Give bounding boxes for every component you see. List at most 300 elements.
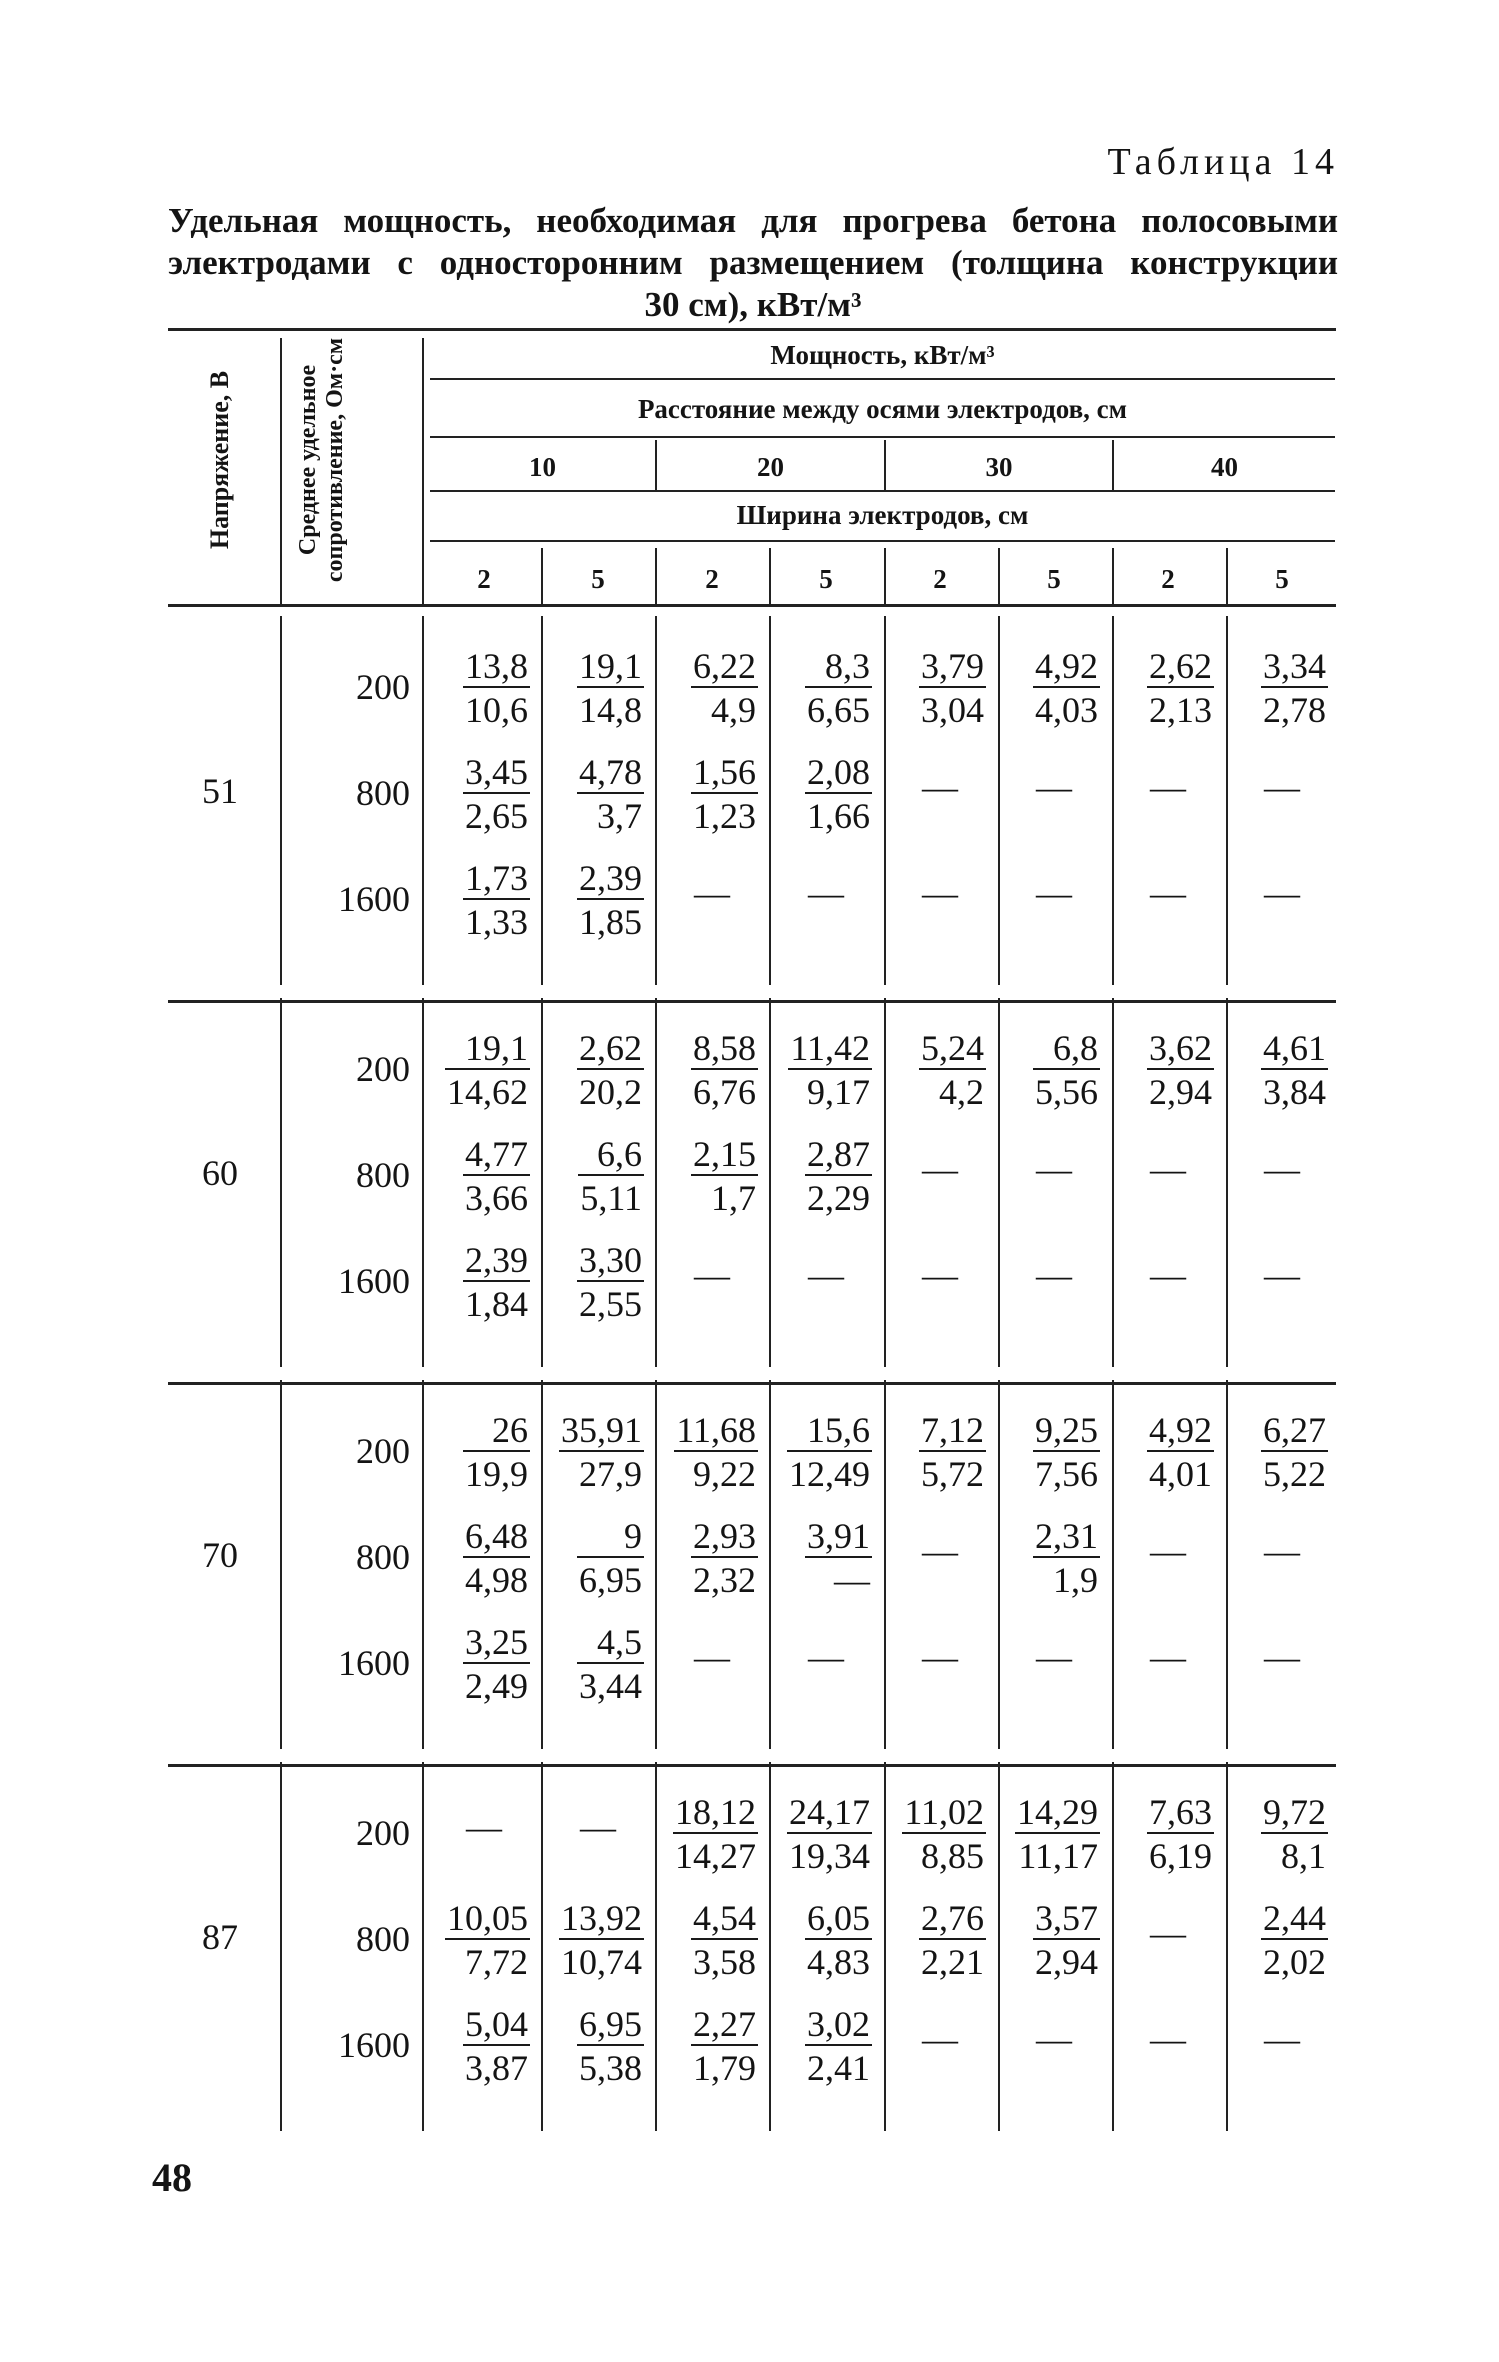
column-separator bbox=[541, 616, 543, 985]
table-cell bbox=[544, 1512, 652, 1612]
table-cell bbox=[430, 642, 538, 742]
table-cell bbox=[1114, 1024, 1222, 1124]
table-cell bbox=[772, 642, 880, 742]
table-cell bbox=[886, 1406, 994, 1506]
table-cell bbox=[544, 1788, 652, 1888]
resistivity-value: 1600 bbox=[338, 1643, 410, 1683]
table-cell bbox=[658, 1236, 766, 1336]
table-cell bbox=[772, 1894, 880, 1994]
table-cell bbox=[544, 642, 652, 742]
fraction-denominator: 19,9 bbox=[463, 1450, 530, 1494]
fraction-numerator: 4,78 bbox=[579, 752, 642, 792]
fraction-denominator: 6,76 bbox=[691, 1068, 758, 1112]
table-cell bbox=[1000, 748, 1108, 848]
table-cell bbox=[1000, 1894, 1108, 1994]
table-cell bbox=[1228, 1894, 1336, 1994]
column-separator bbox=[541, 998, 543, 1367]
width-value: 5 bbox=[1275, 564, 1289, 594]
fraction-denominator: 1,79 bbox=[691, 2044, 758, 2088]
table-cell bbox=[658, 1894, 766, 1994]
table-cell bbox=[1000, 1024, 1108, 1124]
power-fraction bbox=[463, 1134, 530, 1218]
power-fraction bbox=[577, 1028, 644, 1112]
table-cell bbox=[1228, 748, 1336, 848]
fraction-denominator: 1,84 bbox=[463, 1280, 530, 1324]
table-cell bbox=[1228, 1024, 1336, 1124]
table-cell bbox=[886, 2000, 994, 2100]
empty-cell-dash: — bbox=[466, 1807, 502, 1847]
fraction-numerator: 26 bbox=[492, 1410, 528, 1450]
fraction-denominator: 2,55 bbox=[577, 1280, 644, 1324]
table-cell bbox=[544, 1406, 652, 1506]
power-fraction bbox=[1261, 646, 1328, 730]
voltage-value: 51 bbox=[202, 771, 238, 811]
fraction-numerator: 13,92 bbox=[561, 1898, 642, 1938]
empty-cell-dash: — bbox=[1150, 873, 1186, 913]
fraction-denominator: 3,84 bbox=[1261, 1068, 1328, 1112]
empty-cell-dash: — bbox=[922, 767, 958, 807]
column-separator bbox=[422, 1762, 424, 2131]
table-cell bbox=[1228, 1618, 1336, 1718]
fraction-numerator: 7,63 bbox=[1149, 1792, 1212, 1832]
fraction-denominator: 7,72 bbox=[445, 1938, 530, 1982]
column-separator bbox=[769, 616, 771, 985]
power-fraction bbox=[691, 1028, 758, 1112]
resistivity-value: 200 bbox=[356, 667, 410, 707]
fraction-numerator: 6,22 bbox=[693, 646, 756, 686]
voltage-value: 87 bbox=[202, 1917, 238, 1957]
table-cell bbox=[430, 1024, 538, 1124]
fraction-denominator: 2,49 bbox=[463, 1662, 530, 1706]
fraction-denominator: 20,2 bbox=[577, 1068, 644, 1112]
column-separator bbox=[769, 1380, 771, 1749]
resistivity-value: 800 bbox=[356, 1155, 410, 1195]
table-cell bbox=[1114, 1618, 1222, 1718]
fraction-numerator: 6,05 bbox=[807, 1898, 870, 1938]
fraction-numerator: 2,27 bbox=[693, 2004, 756, 2044]
empty-cell-dash: — bbox=[1036, 1637, 1072, 1677]
table-cell bbox=[1114, 854, 1222, 954]
table-cell bbox=[886, 1236, 994, 1336]
column-separator bbox=[769, 1762, 771, 2131]
fraction-numerator: 3,57 bbox=[1035, 1898, 1098, 1938]
table-cell bbox=[430, 1406, 538, 1506]
fraction-numerator: 35,91 bbox=[561, 1410, 642, 1450]
empty-cell-dash: — bbox=[1264, 1149, 1300, 1189]
empty-cell-dash: — bbox=[1036, 1149, 1072, 1189]
table-cell bbox=[772, 1618, 880, 1718]
width-value: 2 bbox=[705, 564, 719, 594]
empty-cell-dash: — bbox=[1036, 2019, 1072, 2059]
fraction-numerator: 6,6 bbox=[597, 1134, 642, 1174]
power-fraction bbox=[1033, 1410, 1100, 1494]
power-fraction bbox=[577, 858, 644, 942]
power-fraction bbox=[463, 1410, 530, 1494]
fraction-denominator: 14,8 bbox=[577, 686, 644, 730]
empty-cell-dash: — bbox=[922, 2019, 958, 2059]
fraction-denominator: 3,66 bbox=[463, 1174, 530, 1218]
fraction-numerator: 9,25 bbox=[1035, 1410, 1098, 1450]
table-cell bbox=[658, 2000, 766, 2100]
fraction-denominator: 4,9 bbox=[691, 686, 758, 730]
fraction-denominator: 1,85 bbox=[577, 898, 644, 942]
fraction-numerator: 19,1 bbox=[465, 1028, 528, 1068]
fraction-numerator: 13,8 bbox=[465, 646, 528, 686]
table-cell bbox=[772, 1512, 880, 1612]
fraction-denominator: 2,29 bbox=[805, 1174, 872, 1218]
power-fraction bbox=[463, 858, 530, 942]
empty-cell-dash: — bbox=[1264, 2019, 1300, 2059]
fraction-numerator: 11,02 bbox=[904, 1792, 984, 1832]
column-separator bbox=[655, 616, 657, 985]
power-fraction bbox=[463, 1622, 530, 1706]
fraction-denominator: 1,9 bbox=[1033, 1556, 1100, 1600]
empty-cell-dash: — bbox=[1150, 767, 1186, 807]
caption-line-2: электродами с односторонним размещением (толщина конструкции bbox=[168, 243, 1338, 282]
fraction-numerator: 1,73 bbox=[465, 858, 528, 898]
voltage-value: 70 bbox=[202, 1535, 238, 1575]
header-separator-voltage bbox=[280, 338, 282, 606]
power-fraction bbox=[919, 1028, 986, 1112]
table-cell bbox=[1228, 2000, 1336, 2100]
empty-cell-dash: — bbox=[1150, 2019, 1186, 2059]
fraction-numerator: 3,34 bbox=[1263, 646, 1326, 686]
spacing-value: 10 bbox=[529, 452, 556, 482]
table-cell bbox=[1114, 1788, 1222, 1888]
fraction-numerator: 3,02 bbox=[807, 2004, 870, 2044]
column-separator bbox=[541, 1762, 543, 2131]
fraction-numerator: 3,45 bbox=[465, 752, 528, 792]
table-cell bbox=[544, 1618, 652, 1718]
empty-cell-dash: — bbox=[1150, 1149, 1186, 1189]
table-cell bbox=[886, 642, 994, 742]
table-cell bbox=[658, 1618, 766, 1718]
empty-cell-dash: — bbox=[1036, 1255, 1072, 1295]
resistivity-value: 200 bbox=[356, 1813, 410, 1853]
fraction-numerator: 7,12 bbox=[921, 1410, 984, 1450]
fraction-numerator: 18,12 bbox=[675, 1792, 756, 1832]
fraction-numerator: 8,58 bbox=[693, 1028, 756, 1068]
empty-cell-dash: — bbox=[808, 1637, 844, 1677]
power-fraction bbox=[1015, 1792, 1100, 1876]
power-fraction bbox=[577, 752, 644, 836]
fraction-numerator: 8,3 bbox=[825, 646, 870, 686]
fraction-numerator: 5,24 bbox=[921, 1028, 984, 1068]
empty-cell-dash: — bbox=[922, 1255, 958, 1295]
table-cell bbox=[772, 748, 880, 848]
width-value: 2 bbox=[1161, 564, 1175, 594]
header-resistivity: Среднее удельное сопротивление, Ом·см bbox=[295, 337, 348, 583]
fraction-denominator: 2,65 bbox=[463, 792, 530, 836]
table-cell bbox=[1228, 1512, 1336, 1612]
header-rule-width-label bbox=[430, 540, 1335, 542]
fraction-denominator: 4,01 bbox=[1147, 1450, 1214, 1494]
table-cell bbox=[544, 748, 652, 848]
fraction-numerator: 2,76 bbox=[921, 1898, 984, 1938]
fraction-denominator: 2,94 bbox=[1033, 1938, 1100, 1982]
table-cell bbox=[658, 1406, 766, 1506]
column-separator bbox=[280, 1380, 282, 1749]
fraction-denominator: 3,7 bbox=[577, 792, 644, 836]
table-cell bbox=[1000, 1618, 1108, 1718]
power-fraction bbox=[691, 1516, 758, 1600]
power-fraction bbox=[1033, 1898, 1100, 1982]
empty-cell-dash: — bbox=[922, 1637, 958, 1677]
column-separator bbox=[655, 998, 657, 1367]
resistivity-value: 200 bbox=[356, 1431, 410, 1471]
fraction-numerator: 2,39 bbox=[579, 858, 642, 898]
power-fraction bbox=[577, 1516, 644, 1600]
spacing-value: 40 bbox=[1211, 452, 1238, 482]
empty-cell-dash: — bbox=[1036, 767, 1072, 807]
table-cell bbox=[1000, 854, 1108, 954]
power-fraction bbox=[463, 646, 530, 730]
empty-cell-dash: — bbox=[808, 873, 844, 913]
fraction-denominator: 2,78 bbox=[1261, 686, 1328, 730]
resistivity-value: 1600 bbox=[338, 1261, 410, 1301]
resistivity-value: 800 bbox=[356, 1919, 410, 1959]
header-rule-power bbox=[430, 378, 1335, 380]
resistivity-value: 800 bbox=[356, 773, 410, 813]
header-separator-width-1 bbox=[541, 548, 543, 604]
fraction-numerator: 9,72 bbox=[1263, 1792, 1326, 1832]
power-fraction bbox=[805, 2004, 872, 2088]
fraction-numerator: 2,39 bbox=[465, 1240, 528, 1280]
fraction-denominator: 2,02 bbox=[1261, 1938, 1328, 1982]
fraction-numerator: 2,31 bbox=[1035, 1516, 1098, 1556]
power-fraction bbox=[577, 646, 644, 730]
fraction-numerator: 11,68 bbox=[676, 1410, 756, 1450]
table-cell bbox=[1114, 1894, 1222, 1994]
resistivity-value: 200 bbox=[356, 1049, 410, 1089]
power-fraction bbox=[1147, 1028, 1214, 1112]
fraction-denominator: 27,9 bbox=[559, 1450, 644, 1494]
fraction-denominator: 11,17 bbox=[1015, 1832, 1100, 1876]
fraction-numerator: 2,62 bbox=[1149, 646, 1212, 686]
empty-cell-dash: — bbox=[580, 1807, 616, 1847]
fraction-numerator: 6,27 bbox=[1263, 1410, 1326, 1450]
fraction-numerator: 3,25 bbox=[465, 1622, 528, 1662]
empty-cell-dash: — bbox=[1150, 1531, 1186, 1571]
fraction-denominator: 4,2 bbox=[919, 1068, 986, 1112]
fraction-numerator: 2,62 bbox=[579, 1028, 642, 1068]
fraction-denominator: 4,03 bbox=[1033, 686, 1100, 730]
power-fraction bbox=[805, 646, 872, 730]
table-cell bbox=[1114, 748, 1222, 848]
empty-cell-dash: — bbox=[1036, 873, 1072, 913]
power-fraction bbox=[1261, 1792, 1328, 1876]
table-cell bbox=[772, 1406, 880, 1506]
table-cell bbox=[886, 1024, 994, 1124]
table-cell bbox=[430, 1236, 538, 1336]
header-voltage: Напряжение, В bbox=[205, 370, 234, 550]
column-separator bbox=[655, 1762, 657, 2131]
table-cell bbox=[886, 1788, 994, 1888]
header-separator-width-2 bbox=[655, 548, 657, 604]
fraction-numerator: 11,42 bbox=[790, 1028, 870, 1068]
power-fraction bbox=[559, 1898, 644, 1982]
fraction-denominator: 5,22 bbox=[1261, 1450, 1328, 1494]
resistivity-value: 1600 bbox=[338, 2025, 410, 2065]
fraction-numerator: 4,77 bbox=[465, 1134, 528, 1174]
empty-cell-dash: — bbox=[1150, 1637, 1186, 1677]
fraction-numerator: 6,48 bbox=[465, 1516, 528, 1556]
fraction-denominator: 2,94 bbox=[1147, 1068, 1214, 1112]
fraction-denominator: 1,66 bbox=[805, 792, 872, 836]
group-divider bbox=[168, 1000, 1336, 1003]
fraction-numerator: 14,29 bbox=[1017, 1792, 1098, 1832]
table-cell bbox=[658, 1512, 766, 1612]
width-value: 5 bbox=[819, 564, 833, 594]
empty-cell-dash: — bbox=[694, 1255, 730, 1295]
power-fraction bbox=[919, 646, 986, 730]
fraction-numerator: 3,30 bbox=[579, 1240, 642, 1280]
table-cell bbox=[430, 1512, 538, 1612]
power-fraction bbox=[805, 1898, 872, 1982]
power-fraction bbox=[673, 1792, 758, 1876]
power-fraction bbox=[578, 1134, 644, 1218]
power-fraction bbox=[1033, 1028, 1100, 1112]
fraction-denominator: 1,33 bbox=[463, 898, 530, 942]
fraction-denominator: — bbox=[805, 1556, 872, 1600]
power-fraction bbox=[1147, 1792, 1214, 1876]
table-cell bbox=[772, 854, 880, 954]
table-cell bbox=[544, 1130, 652, 1230]
fraction-numerator: 2,15 bbox=[693, 1134, 756, 1174]
power-fraction bbox=[674, 1410, 758, 1494]
fraction-denominator: 5,11 bbox=[578, 1174, 644, 1218]
table-cell bbox=[430, 1894, 538, 1994]
power-fraction bbox=[463, 1516, 530, 1600]
fraction-denominator: 2,32 bbox=[691, 1556, 758, 1600]
fraction-denominator: 8,1 bbox=[1261, 1832, 1328, 1876]
width-value: 5 bbox=[1047, 564, 1061, 594]
power-fraction bbox=[691, 1134, 758, 1218]
width-value: 2 bbox=[477, 564, 491, 594]
fraction-denominator: 3,04 bbox=[919, 686, 986, 730]
fraction-numerator: 2,93 bbox=[693, 1516, 756, 1556]
width-value: 5 bbox=[591, 564, 605, 594]
column-separator bbox=[280, 616, 282, 985]
table-cell bbox=[1114, 1130, 1222, 1230]
fraction-denominator: 2,41 bbox=[805, 2044, 872, 2088]
header-separator-width-3 bbox=[769, 548, 771, 604]
table-cell bbox=[658, 642, 766, 742]
resistivity-value: 800 bbox=[356, 1537, 410, 1577]
power-fraction bbox=[788, 1028, 872, 1112]
table-cell bbox=[1000, 1406, 1108, 1506]
power-fraction bbox=[787, 1410, 872, 1494]
table-cell bbox=[886, 748, 994, 848]
table-cell bbox=[544, 2000, 652, 2100]
column-separator bbox=[655, 1380, 657, 1749]
spacing-value: 30 bbox=[985, 452, 1013, 482]
table-cell bbox=[1228, 1130, 1336, 1230]
table-cell bbox=[658, 1024, 766, 1124]
table-cell bbox=[1114, 1236, 1222, 1336]
fraction-denominator: 5,56 bbox=[1033, 1068, 1100, 1112]
table-cell bbox=[1000, 1130, 1108, 1230]
column-separator bbox=[280, 1762, 282, 2131]
empty-cell-dash: — bbox=[1150, 1255, 1186, 1295]
table-cell bbox=[1228, 1406, 1336, 1506]
table-cell bbox=[1114, 1406, 1222, 1506]
table-cell bbox=[772, 1024, 880, 1124]
power-fraction bbox=[577, 1240, 644, 1324]
table-cell bbox=[1228, 1236, 1336, 1336]
power-fraction bbox=[463, 752, 530, 836]
power-fraction bbox=[691, 1898, 758, 1982]
empty-cell-dash: — bbox=[808, 1255, 844, 1295]
table-cell bbox=[658, 854, 766, 954]
empty-cell-dash: — bbox=[922, 873, 958, 913]
fraction-numerator: 4,92 bbox=[1035, 646, 1098, 686]
power-fraction bbox=[1261, 1410, 1328, 1494]
header-power: Мощность, кВт/м³ bbox=[770, 340, 995, 370]
empty-cell-dash: — bbox=[694, 873, 730, 913]
spacing-value: 20 bbox=[757, 452, 784, 482]
table-cell bbox=[772, 2000, 880, 2100]
fraction-denominator: 7,56 bbox=[1033, 1450, 1100, 1494]
empty-cell-dash: — bbox=[922, 1149, 958, 1189]
power-fraction bbox=[691, 752, 758, 836]
table-cell bbox=[1114, 2000, 1222, 2100]
column-separator bbox=[422, 998, 424, 1367]
fraction-denominator: 9,17 bbox=[788, 1068, 872, 1112]
power-fraction bbox=[1261, 1898, 1328, 1982]
power-fraction bbox=[691, 2004, 758, 2088]
fraction-denominator: 10,74 bbox=[559, 1938, 644, 1982]
table-cell bbox=[886, 1894, 994, 1994]
table-caption bbox=[168, 200, 1338, 326]
column-separator bbox=[422, 616, 424, 985]
page-number: 48 bbox=[152, 2155, 192, 2200]
power-fraction bbox=[805, 1134, 872, 1218]
fraction-numerator: 5,04 bbox=[465, 2004, 528, 2044]
power-fraction bbox=[805, 1516, 872, 1600]
fraction-denominator: 5,38 bbox=[577, 2044, 644, 2088]
header-rule-spacing-values bbox=[430, 490, 1335, 492]
table-cell bbox=[886, 1512, 994, 1612]
table-cell bbox=[544, 1894, 652, 1994]
table-cell bbox=[1114, 1512, 1222, 1612]
empty-cell-dash: — bbox=[1264, 767, 1300, 807]
table-cell bbox=[430, 1788, 538, 1888]
empty-cell-dash: — bbox=[1264, 1531, 1300, 1571]
empty-cell-dash: — bbox=[1150, 1913, 1186, 1953]
table-cell bbox=[658, 1130, 766, 1230]
power-fraction bbox=[1033, 1516, 1100, 1600]
table-cell bbox=[886, 1130, 994, 1230]
table-cell bbox=[1000, 642, 1108, 742]
fraction-numerator: 10,05 bbox=[447, 1898, 528, 1938]
empty-cell-dash: — bbox=[1264, 873, 1300, 913]
power-fraction bbox=[1261, 1028, 1328, 1112]
empty-cell-dash: — bbox=[1264, 1255, 1300, 1295]
fraction-numerator: 24,17 bbox=[789, 1792, 870, 1832]
table-cell bbox=[430, 1618, 538, 1718]
fraction-numerator: 1,56 bbox=[693, 752, 756, 792]
fraction-denominator: 9,22 bbox=[674, 1450, 758, 1494]
power-fraction bbox=[902, 1792, 986, 1876]
caption-line-1: Удельная мощность, необходимая для прогрева бетона полосовыми bbox=[168, 201, 1338, 240]
empty-cell-dash: — bbox=[922, 1531, 958, 1571]
table-cell bbox=[430, 1130, 538, 1230]
fraction-numerator: 4,54 bbox=[693, 1898, 756, 1938]
table-cell bbox=[430, 854, 538, 954]
fraction-denominator: 14,62 bbox=[445, 1068, 530, 1112]
fraction-numerator: 2,87 bbox=[807, 1134, 870, 1174]
